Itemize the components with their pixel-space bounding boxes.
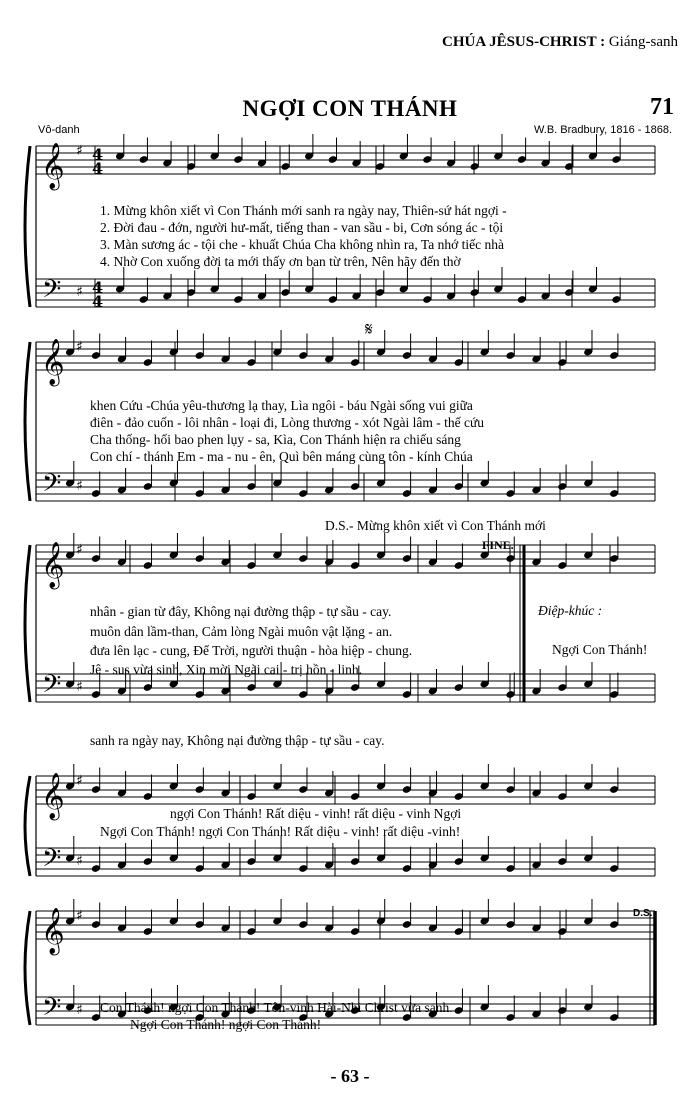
system-bracket — [25, 146, 30, 307]
sharp-icon: ♯ — [76, 478, 83, 494]
verse-3-line-1: 3. Màn sương ác - tội che - khuất Chúa Cha không nhìn ra, Ta nhớ tiếc nhà — [100, 237, 504, 252]
refrain-label: Điệp-khúc : — [538, 603, 603, 618]
page-number: - 63 - — [330, 1066, 370, 1086]
time-signature-top: 4 — [92, 278, 104, 297]
treble-clef-icon: 𝄞 — [41, 908, 65, 954]
bass-lyric-line-3: sanh ra ngày nay, Không nại đường thập - tự sầu - cay. — [90, 733, 385, 748]
hymn-title: NGỢI CON THÁNH — [242, 96, 458, 121]
ds-mark: D.S. — [633, 908, 653, 919]
sharp-icon: ♯ — [76, 542, 83, 558]
treble-clef-icon: 𝄞 — [41, 773, 65, 819]
fine-mark: FINE. — [482, 538, 514, 552]
system-bracket — [25, 776, 30, 876]
sharp-icon: ♯ — [76, 679, 83, 695]
verse-2-line-1: 2. Đời đau - đớn, người hư-mất, tiếng than - van sầu - bi, Cơn sóng ác - tội — [100, 220, 504, 235]
hymn-number: 71 — [650, 94, 674, 120]
refrain-start-words: Ngợi Con Thánh! — [552, 642, 648, 657]
time-signature-bottom: 4 — [92, 292, 104, 311]
refrain-upper-line-2: Con Thánh! ngợi Con Thánh! Tôn-vinh Hài-Nhi Christ vừa sanh. — [100, 1000, 453, 1015]
sharp-icon: ♯ — [76, 853, 83, 869]
time-signature-top: 4 — [92, 145, 104, 164]
treble-clef-icon: 𝄞 — [41, 143, 65, 189]
bass-clef-icon: 𝄢 — [42, 275, 62, 310]
verse-4-line-1: 4. Nhờ Con xuống đời ta mới thấy ơn ban từ trên, Nên hãy đến thờ — [100, 254, 461, 269]
sharp-icon: ♯ — [76, 339, 83, 355]
bass-clef-icon: 𝄢 — [42, 469, 62, 504]
system-bracket — [25, 342, 30, 501]
segno-icon: 𝄋 — [365, 319, 373, 340]
refrain-lower-line-2: Ngợi Con Thánh! ngợi Con Thánh! — [130, 1017, 322, 1032]
composer-credit: W.B. Bradbury, 1816 - 1868. — [534, 124, 672, 136]
treble-clef-icon: 𝄞 — [41, 339, 65, 385]
bass-clef-icon: 𝄢 — [42, 844, 62, 879]
sharp-icon: ♯ — [76, 143, 83, 159]
sharp-icon: ♯ — [76, 908, 83, 924]
lyricist-credit: Vô-danh — [38, 124, 80, 136]
bass-clef-icon: 𝄢 — [42, 670, 62, 705]
verse-1-line-2: khen Cứu -Chúa yêu-thương lạ thay, Lìa ngôi - báu Ngài sống vui giữa — [90, 398, 473, 413]
verse-3-line-2: Cha thống- hối bao phen lụy - sa, Kìa, Con Thánh hiện ra chiếu sáng — [90, 432, 461, 447]
verse-4-line-3: Jê - sus vừa sinh, Xin mời Ngài cai - trị hồn - linh. — [90, 662, 363, 677]
verse-2-line-3: muôn dân lầm-than, Cảm lòng Ngài muôn vật lặng - an. — [90, 624, 393, 639]
refrain-upper-line-1: ngợi Con Thánh! Rất diệu - vinh! rất diệu - vinh Ngợi — [170, 806, 462, 821]
verse-3-line-3: đưa lên lạc - cung, Để Trời, người thuận - hòa hiệp - chung. — [90, 643, 413, 658]
sharp-icon: ♯ — [76, 284, 83, 300]
header-suffix: Giáng-sanh — [605, 34, 678, 50]
refrain-lower-line-1: Ngợi Con Thánh! ngợi Con Thánh! Rất diệu - vinh! rất diệu -vinh! — [100, 824, 461, 839]
ds-bass-lyric: D.S.- Mừng khôn xiết vì Con Thánh mới — [325, 518, 546, 533]
bass-clef-icon: 𝄢 — [42, 993, 62, 1028]
verse-4-line-2: Con chí - thánh Em - ma - nu - ên, Quì bên máng cùng tôn - kính Chúa — [90, 449, 473, 464]
verse-2-line-2: điên - đảo cuốn - lôi nhân - loại đi, Lòng thương - xót Ngài lâm - thế cứu — [90, 415, 485, 430]
verse-1-line-1: 1. Mừng khôn xiết vì Con Thánh mới sanh ra ngày nay, Thiên-sứ hát ngợi - — [100, 203, 507, 218]
system-bracket — [25, 545, 30, 702]
system-bracket — [25, 911, 30, 1025]
header-prefix: CHÚA JÊSUS-CHRIST : — [441, 34, 606, 50]
treble-clef-icon: 𝄞 — [41, 542, 65, 588]
time-signature-bottom: 4 — [92, 159, 104, 178]
sharp-icon: ♯ — [76, 773, 83, 789]
verse-1-line-3: nhân - gian từ đây, Không nại đường thập - tự sầu - cay. — [90, 604, 392, 619]
sharp-icon: ♯ — [76, 1002, 83, 1018]
